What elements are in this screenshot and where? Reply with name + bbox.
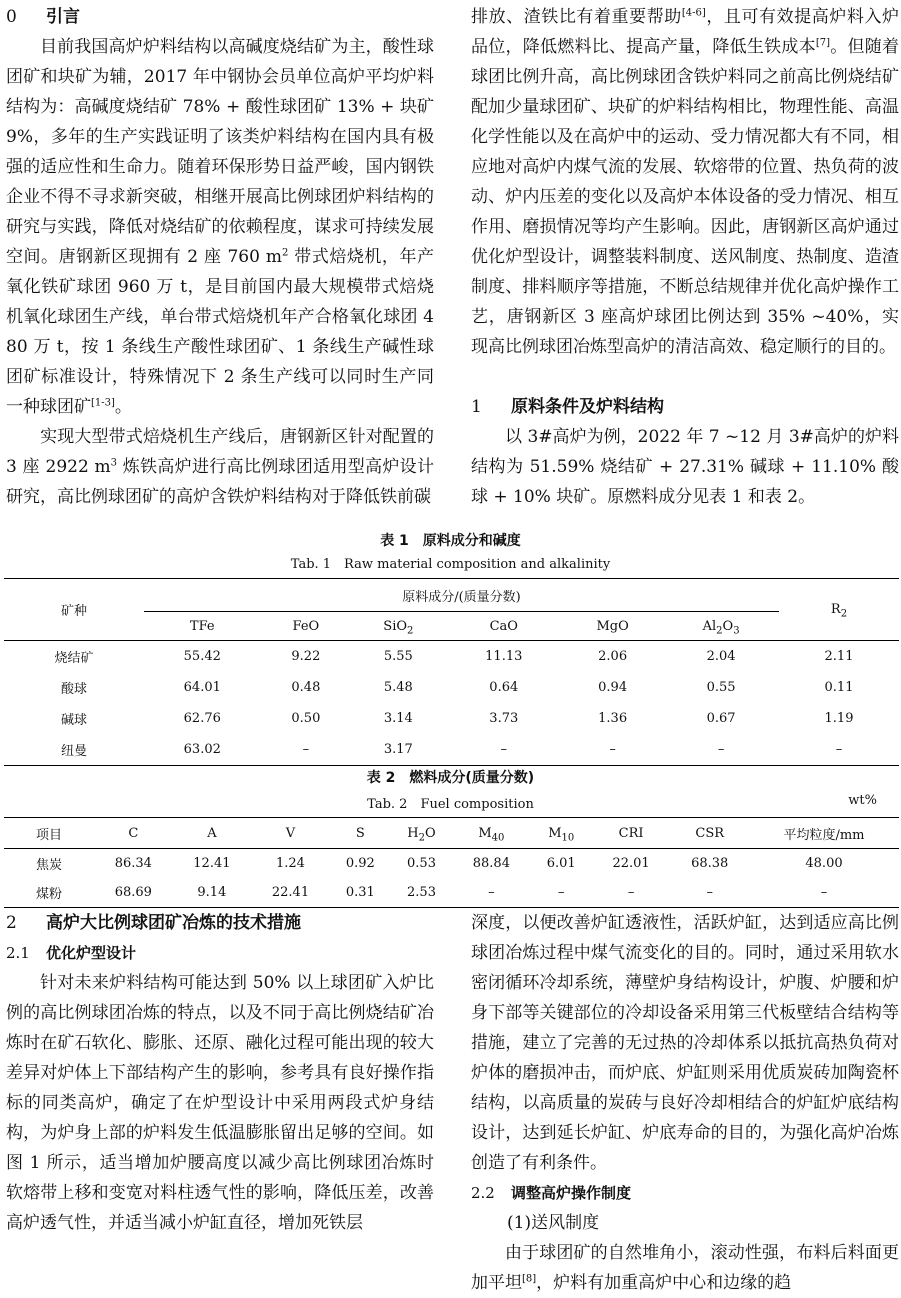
table2-cell: 9.14 — [197, 885, 227, 900]
table1-col-sio2: SiO$_2$ — [351, 612, 445, 641]
table1-cell: 63.02 — [183, 742, 221, 757]
table2-caption-en: Tab. 2 Fuel composition — [367, 797, 534, 812]
table1-cell: 3.17 — [383, 742, 413, 757]
table1-cell: 2.11 — [824, 649, 854, 664]
table-row — [4, 672, 899, 703]
table1-cell: – — [500, 742, 508, 757]
table2-cell: 0.92 — [345, 856, 375, 871]
table1-caption-zh: 表 1 原料成分和碱度 — [380, 533, 521, 549]
table1-cell: – — [609, 742, 616, 757]
table2-cell: 68.69 — [114, 885, 152, 900]
table1-cell: 5.48 — [383, 680, 413, 695]
table1-cell: 2.04 — [706, 649, 736, 664]
table1-col-cao: CaO — [446, 612, 563, 641]
table1-cell: 0.94 — [598, 680, 628, 695]
table2-cell: 86.34 — [114, 856, 152, 871]
section2-1-paragraph-continued: 深度，以便改善炉缸透液性，活跃炉缸，达到适应高比例球团冶炼过程中煤气流变化的目的。同时，通过采用软水密闭循环冷却系统，薄壁炉身结构设计，炉腹、炉腰和炉身下部等关键部位的冷却设备采用第三代板壁结合结构等措施，建立了完善的无过热的冷却体系以抵抗高热负荷对炉体的磨损冲击，而炉底、炉缸则采用优质炭砖加陶瓷杯结构，以高质量的炭砖与良好冷却相结合的炉缸炉底结构设计，达到延长炉缸、炉底寿命的目的，为强化高炉冶炼创造了有利条件。 — [471, 913, 899, 1173]
table1-cell: 0.55 — [706, 680, 736, 695]
table2-cell: 2.53 — [407, 885, 436, 900]
table-row — [4, 878, 899, 908]
intro-p1: 目前我国高炉炉料结构以高碱度烧结矿为主，酸性球团矿和块矿为辅，2017 年中钢协会员单位高炉平均炉料结构为：高碱度烧结矿 78% + 酸性球团矿 13% + 块矿 9%，多年的生产实践证明了该类炉料结构在国内具有极强的适应性和生命力。随着环保形势日益严峻，国内钢铁企业不得不寻求新突破，相继开展高比例球团炉料结构的研究与实践，降低对烧结矿的依赖程度，谋求可持续发展空间。唐钢新区现拥有 2 座 760 $m^2$ 带式焙烧机，年产氧化铁矿球团 960 万 t，是目前国内最大规模带式焙烧机氧化球团生产线，单台带式焙烧机年产合格氧化球团 480 万 t，按 1 条线生产酸性球团矿、1 条线生产碱性球团矿标准设计，特殊情况下 2 条生产线可以同时生产同一种球团矿[1-3]。 — [6, 37, 434, 417]
section1-heading: 1 原料条件及炉料结构 — [471, 397, 664, 417]
intro-paragraph-continued: 排放、渣铁比有着重要帮助[4-6]，且可有效提高炉料入炉品位，降低燃料比、提高产量，降低生铁成本[7]。但随着球团比例升高，高比例球团含铁炉料同之前高比例烧结矿配加少量球团矿、块矿的炉料结构相比，物理性能、高温化学性能以及在高炉中的运动、受力情况都大有不同，相应地对高炉内煤气流的发展、软熔带的位置、热负荷的波动、炉内压差的变化以及高炉本体设备的受力情况、相互作用、磨损情况等均产生影响。因此，唐钢新区高炉通过优化炉型设计，调整装料制度、送风制度、热制度、造渣制度、排料顺序等措施，不断总结规律并优化高炉操作工艺，唐钢新区 3 座高炉球团比例达到 35% ~40%，实现高比例球团冶炼型高炉的清洁高效、稳定顺行的目的。 — [471, 7, 899, 357]
table1-cell: 55.42 — [183, 649, 221, 664]
table2-col-m40: $M_{40}$ — [452, 818, 531, 849]
table1-cell: 62.76 — [183, 711, 221, 726]
table2-cell: 68.38 — [691, 856, 729, 871]
table2-cell: – — [557, 885, 565, 900]
table2-row-name: 煤粉 — [35, 887, 62, 902]
table2-col-a: A — [173, 818, 252, 849]
table2-cell: 22.41 — [271, 885, 310, 900]
table2-col-v: V — [251, 818, 330, 849]
table2-cell: 6.01 — [546, 856, 576, 871]
table2-col-m10: $M_{10}$ — [531, 818, 592, 849]
section2-2-paragraph: 由于球团矿的自然堆角小，滚动性强，布料后料面更加平坦[8]，炉料有加重高炉中心和边缘的趋 — [471, 1243, 899, 1293]
table1-cell: 1.19 — [824, 711, 854, 726]
table1-cell: – — [717, 742, 725, 757]
intro-paragraphs: 目前我国高炉炉料结构以高碱度烧结矿为主，酸性球团矿和块矿为辅，2017 年中钢协会员单位高炉平均炉料结构为：高碱度烧结矿 78% + 酸性球团矿 13% + 块矿 9%，多年的生产实践证明了该类炉料结构在国内具有极强的适应性和生命力。随着环保形势日益严峻，国内钢铁企业不得不寻求新突破，相继开展高比例球团炉料结构的研究与实践，降低对烧结矿的依赖程度，谋求可持续发展空间。唐钢新区现拥有 2 座 760 $m^2$ 带式焙烧机，年产氧化铁矿球团 960 万 t，是目前国内最大规模带式焙烧机氧化球团生产线，单台带式焙烧机年产合格氧化球团 480 万 t，按 1 条线生产酸性球团矿、1 条线生产碱性球团矿标准设计，特殊情况下 2 条生产线可以同时生产同一种球团矿[1-3]。 实现大型带式焙烧机生产线后，唐钢新区针对配置的 3 座 2922 $m^3$ 炼铁高炉进行高比例球团适用型高炉设计研究，高比例球团矿的高炉含铁炉料结构对于降低铁前碳 — [6, 37, 434, 507]
table1-row-name: 碱球 — [60, 713, 87, 728]
table1-row-name: 纽曼 — [60, 744, 87, 759]
table1 — [4, 578, 899, 766]
table1-cell: 1.36 — [598, 711, 628, 726]
table2-cell: – — [488, 885, 495, 900]
table2-cell: – — [706, 885, 713, 900]
table1-col-al2o3: $Al_2O_3$ — [663, 612, 779, 641]
table2-col-item: 项目 — [4, 818, 94, 849]
table2-col-h2o: $H_2O$ — [391, 818, 452, 849]
table1-cell: – — [302, 742, 310, 757]
table1-cell: 0.11 — [824, 680, 854, 695]
table1-cell: 9.22 — [291, 649, 321, 664]
table1-row-header: 矿种 — [4, 579, 144, 641]
table2-row-name: 焦炭 — [35, 858, 62, 873]
table1-col-mgo: MgO — [562, 612, 663, 641]
table2-col-cri: CRI — [592, 818, 671, 849]
table2-cell: – — [820, 885, 828, 900]
table-row — [4, 734, 899, 766]
table-row — [4, 849, 899, 879]
table1-cell: 3.14 — [383, 711, 413, 726]
section1-paragraph: 以 3#高炉为例，2022 年 7 ~12 月 3#高炉的炉料结构为 51.59% 烧结矿 + 27.31% 碱球 + 11.10% 酸球 + 10% 块矿。原燃料成分见表 1 和表 2。 — [471, 427, 899, 507]
table1-r2-header: $R_2$ — [779, 579, 899, 641]
table1-cell: 5.55 — [383, 649, 413, 664]
table1-col-feo: FeO — [261, 612, 352, 641]
intro-column-right — [471, 2, 899, 512]
section2-1-paragraph: 针对未来炉料结构可能达到 50% 以上球团矿入炉比例的高比例球团冶炼的特点，以及不同于高比例烧结矿冶炼时在矿石软化、膨胀、还原、融化过程可能出现的较大差异对炉体上下部结构产生的影响，参考具有良好操作指标的同类高炉，确定了在炉型设计中采用两段式炉身结构，为炉身上部的炉料发生低温膨胀留出足够的空间。如图 1 所示，适当增加炉腰高度以减少高比例球团冶炼时软熔带上移和变宽对料柱透气性的影响，降低压差，改善高炉透气性，并适当减小炉缸直径，增加死铁层 — [6, 973, 434, 1233]
intro-column-left — [6, 2, 434, 542]
intro-heading: 0 引言 — [6, 7, 80, 27]
table1-cell: – — [835, 742, 843, 757]
section2-column-left — [6, 908, 434, 1298]
table2-col-csr: CSR — [670, 818, 749, 849]
table1-cell: 0.48 — [291, 680, 321, 695]
table-row — [4, 703, 899, 734]
table2-col-size: 平均粒度/mm — [749, 818, 899, 849]
table2-cell: – — [627, 885, 635, 900]
table2-cell: 0.31 — [345, 885, 375, 900]
table2-cell: 12.41 — [193, 856, 231, 871]
table1-cell: 0.64 — [489, 680, 519, 695]
table1-cell: 11.13 — [485, 649, 523, 664]
section2-heading: 2 高炉大比例球团矿冶炼的技术措施 — [6, 913, 301, 933]
table2-col-s: S — [330, 818, 391, 849]
section2-1-heading: 2.1 优化炉型设计 — [6, 944, 137, 962]
table1-group-header: 原料成分/(质量分数) — [144, 579, 779, 612]
table1-cell: 2.06 — [598, 649, 628, 664]
table1-cell: 3.73 — [489, 711, 519, 726]
table2-cell: 22.01 — [612, 856, 650, 871]
section2-2-item-1: (1)送风制度 — [507, 1213, 600, 1233]
table1-cell: 0.50 — [291, 711, 321, 726]
table2-col-c: C — [94, 818, 173, 849]
table1-col-tfe: TFe — [144, 612, 261, 641]
table2-unit: wt% — [848, 793, 877, 808]
table2 — [4, 817, 899, 908]
table1-caption-en: Tab. 1 Raw material composition and alkalinity — [290, 557, 611, 572]
table1-row-name: 烧结矿 — [54, 651, 94, 666]
section2-2-heading: 2.2 调整高炉操作制度 — [471, 1184, 632, 1202]
table2-caption-zh: 表 2 燃料成分(质量分数) — [366, 770, 535, 786]
table1-cell: 0.67 — [706, 711, 736, 726]
table2-cell: 0.53 — [407, 856, 436, 871]
table-row — [4, 641, 899, 673]
table2-cell: 48.00 — [805, 856, 843, 871]
table2-cell: 1.24 — [276, 856, 305, 871]
section2-column-right — [471, 908, 899, 1298]
table1-cell: 64.01 — [183, 680, 221, 695]
table2-cell: 88.84 — [472, 856, 510, 871]
table1-row-name: 酸球 — [60, 682, 87, 697]
